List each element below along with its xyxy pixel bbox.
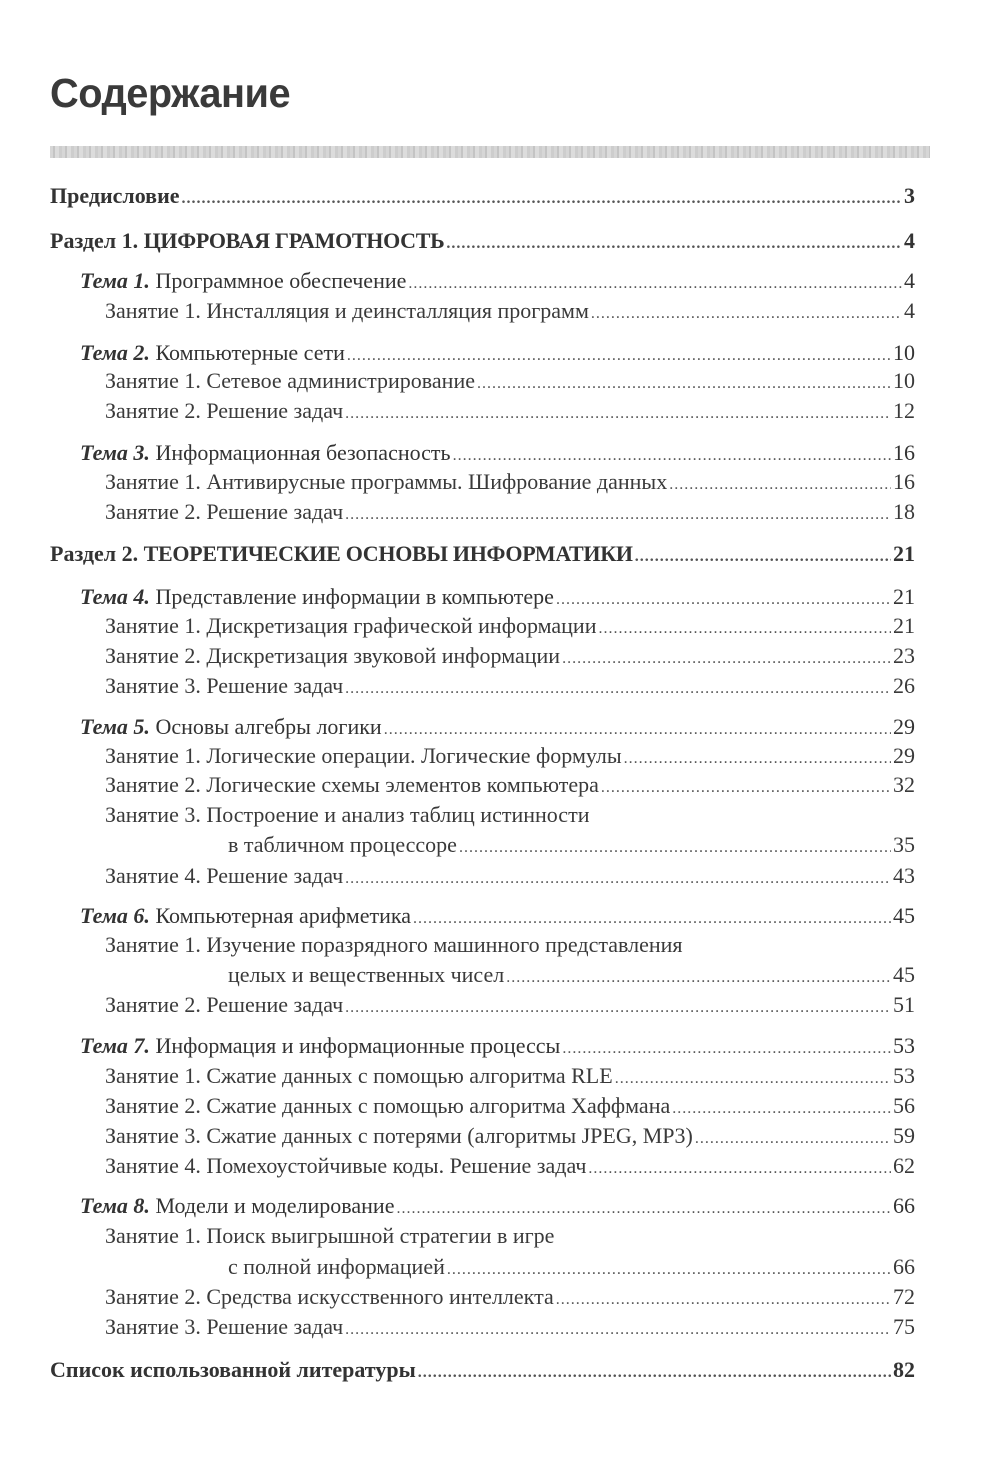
topic-title: Информация и информационные процессы <box>149 1033 561 1058</box>
topic-title: Информационная безопасность <box>149 440 451 465</box>
topic-prefix: Тема 2. <box>80 340 150 365</box>
toc-page-number: 21 <box>893 584 915 609</box>
toc-leader-dots <box>182 184 902 214</box>
toc-leader-dots <box>345 500 891 530</box>
toc-page-number: 51 <box>893 992 915 1017</box>
toc-entry-lesson[interactable] <box>105 611 915 641</box>
topic-prefix: Тема 3. <box>80 440 150 465</box>
toc-entry-lesson[interactable] <box>105 467 915 497</box>
toc-label: Занятие 3. Решение задач <box>105 1314 344 1339</box>
toc-page-number: 29 <box>893 714 915 739</box>
toc-entry-lesson[interactable] <box>228 830 915 860</box>
toc-page-number: 4 <box>904 268 915 293</box>
toc-entry-references[interactable] <box>50 1355 915 1385</box>
toc-leader-dots <box>615 1064 891 1094</box>
topic-prefix: Тема 6. <box>80 903 150 928</box>
toc-entry-lesson[interactable] <box>105 641 915 671</box>
toc-page-number: 18 <box>893 499 915 524</box>
toc-page-number: 72 <box>893 1284 915 1309</box>
toc-leader-dots <box>669 470 891 500</box>
toc-page-number: 21 <box>893 541 915 566</box>
toc-entry-lesson[interactable] <box>105 741 915 771</box>
toc-leader-dots <box>695 1124 891 1154</box>
toc-page-number: 16 <box>893 440 915 465</box>
toc-label: Занятие 2. Решение задач <box>105 499 344 524</box>
toc-label: Предисловие <box>50 183 180 208</box>
toc-page-number: 45 <box>893 962 915 987</box>
toc-entry-preface[interactable] <box>50 181 915 211</box>
toc-page-number: 59 <box>893 1123 915 1148</box>
toc-leader-dots <box>396 1194 891 1224</box>
topic-title: Основы алгебры логики <box>149 714 382 739</box>
title-divider <box>50 146 930 158</box>
toc-page-number: 53 <box>893 1063 915 1088</box>
toc-label: Занятие 2. Сжатие данных с помощью алгоритма Хаффмана <box>105 1093 671 1118</box>
toc-entry-lesson[interactable] <box>105 296 915 326</box>
toc-label: Занятие 4. Помехоустойчивые коды. Решение задач <box>105 1153 587 1178</box>
toc-label: Занятие 2. Решение задач <box>105 992 344 1017</box>
toc-page-number: 3 <box>904 183 915 208</box>
toc-label-line2: в табличном процессоре <box>228 832 457 857</box>
toc-entry-lesson[interactable] <box>105 1061 915 1091</box>
toc-page-number: 4 <box>904 228 915 253</box>
toc-entry-lesson[interactable] <box>105 1151 915 1181</box>
toc-page-number: 43 <box>893 863 915 888</box>
toc-leader-dots <box>446 229 902 259</box>
toc-leader-dots <box>601 773 891 803</box>
toc-label: Занятие 2. Дискретизация звуковой информации <box>105 643 561 668</box>
toc-entry-lesson[interactable] <box>105 1121 915 1151</box>
toc-leader-dots <box>345 864 891 894</box>
toc-label-line1[interactable]: Занятие 1. Поиск выигрышной стратегии в игре <box>105 1223 555 1248</box>
toc-entry-lesson[interactable] <box>228 1252 915 1282</box>
toc-leader-dots <box>418 1358 891 1388</box>
toc-page-number: 26 <box>893 673 915 698</box>
toc-page-number: 21 <box>893 613 915 638</box>
toc-leader-dots <box>459 833 891 863</box>
toc-entry-topic-1[interactable] <box>80 266 915 296</box>
toc-page-number: 12 <box>893 398 915 423</box>
section-prefix: Раздел 2. <box>50 541 144 566</box>
topic-prefix: Тема 5. <box>80 714 150 739</box>
toc-entry-lesson[interactable] <box>105 1282 915 1312</box>
toc-entry-lesson[interactable] <box>105 1091 915 1121</box>
toc-leader-dots <box>588 1154 891 1184</box>
topic-prefix: Тема 1. <box>80 268 150 293</box>
toc-entry-lesson[interactable] <box>105 770 915 800</box>
toc-page-number: 29 <box>893 743 915 768</box>
toc-entry-lesson[interactable] <box>105 1312 915 1342</box>
toc-page-number: 10 <box>893 340 915 365</box>
toc-entry-lesson[interactable] <box>105 861 915 891</box>
section-title: ТЕОРЕТИЧЕСКИЕ ОСНОВЫ ИНФОРМАТИКИ <box>143 541 633 566</box>
topic-title: Программное обеспечение <box>149 268 407 293</box>
toc-label-line2: целых и вещественных чисел <box>228 962 505 987</box>
topic-title: Компьютерная арифметика <box>149 903 411 928</box>
toc-label: Занятие 1. Сетевое администрирование <box>105 368 475 393</box>
toc-leader-dots <box>556 1285 891 1315</box>
toc-leader-dots <box>591 299 902 329</box>
toc-label: Список использованной литературы <box>50 1357 416 1382</box>
toc-leader-dots <box>345 399 891 429</box>
toc-leader-dots <box>635 542 891 572</box>
toc-leader-dots <box>506 963 891 993</box>
toc-leader-dots <box>345 1315 891 1345</box>
toc-leader-dots <box>562 644 891 674</box>
toc-label: Занятие 2. Решение задач <box>105 398 344 423</box>
toc-leader-dots <box>447 1255 891 1285</box>
topic-title: Модели и моделирование <box>149 1193 395 1218</box>
toc-page-number: 66 <box>893 1193 915 1218</box>
toc-leader-dots <box>562 1034 891 1064</box>
toc-entry-topic-4[interactable] <box>80 582 915 612</box>
toc-label: Занятие 2. Логические схемы элементов компьютера <box>105 772 599 797</box>
toc-entry-topic-7[interactable] <box>80 1031 915 1061</box>
toc-page-number: 56 <box>893 1093 915 1118</box>
toc-leader-dots <box>598 614 891 644</box>
toc-entry-lesson[interactable] <box>105 396 915 426</box>
topic-title: Компьютерные сети <box>149 340 345 365</box>
toc-label: Занятие 4. Решение задач <box>105 863 344 888</box>
toc-entry-topic-5[interactable] <box>80 712 915 742</box>
toc-page-number: 16 <box>893 469 915 494</box>
toc-page-number: 32 <box>893 772 915 797</box>
toc-label: Занятие 1. Антивирусные программы. Шифрование данных <box>105 469 668 494</box>
toc-entry-lesson[interactable] <box>105 366 915 396</box>
toc-entry-topic-6[interactable] <box>80 901 915 931</box>
toc-page-number: 53 <box>893 1033 915 1058</box>
toc-label-line1[interactable]: Занятие 3. Построение и анализ таблиц истинности <box>105 802 590 827</box>
toc-label-line1[interactable]: Занятие 1. Изучение поразрядного машинного представления <box>105 932 683 957</box>
toc-page-number: 82 <box>893 1357 915 1382</box>
toc-entry-lesson[interactable] <box>105 671 915 701</box>
topic-title: Представление информации в компьютере <box>149 584 554 609</box>
toc-entry-lesson[interactable] <box>105 497 915 527</box>
section-title: ЦИФРОВАЯ ГРАМОТНОСТЬ <box>143 228 445 253</box>
toc-entry-topic-2[interactable] <box>80 338 915 368</box>
toc-label: Занятие 3. Решение задач <box>105 673 344 698</box>
toc-entry-section-1[interactable] <box>50 226 915 256</box>
toc-entry-topic-3[interactable] <box>80 438 915 468</box>
toc-page-number: 23 <box>893 643 915 668</box>
toc-label: Занятие 1. Логические операции. Логические формулы <box>105 743 622 768</box>
toc-page-number: 62 <box>893 1153 915 1178</box>
toc-label: Занятие 3. Сжатие данных с потерями (алгоритмы JPEG, MP3) <box>105 1123 693 1148</box>
toc-leader-dots <box>345 674 891 704</box>
toc-label: Занятие 1. Дискретизация графической информации <box>105 613 597 638</box>
topic-prefix: Тема 8. <box>80 1193 150 1218</box>
toc-page-number: 45 <box>893 903 915 928</box>
toc-entry-lesson[interactable] <box>105 990 915 1020</box>
page-title: Содержание <box>50 70 291 116</box>
toc-entry-lesson[interactable] <box>228 960 915 990</box>
toc-entry-section-2[interactable] <box>50 539 915 569</box>
toc-page-number: 66 <box>893 1254 915 1279</box>
toc-leader-dots <box>345 993 891 1023</box>
toc-page-number: 75 <box>893 1314 915 1339</box>
toc-label: Занятие 1. Инсталляция и деинсталляция программ <box>105 298 589 323</box>
toc-label-line2: с полной информацией <box>228 1254 445 1279</box>
toc-leader-dots <box>408 269 902 299</box>
topic-prefix: Тема 4. <box>80 584 150 609</box>
toc-label: Занятие 1. Сжатие данных с помощью алгоритма RLE <box>105 1063 613 1088</box>
toc-page-number: 10 <box>893 368 915 393</box>
topic-prefix: Тема 7. <box>80 1033 150 1058</box>
toc-entry-topic-8[interactable] <box>80 1191 915 1221</box>
toc-page-number: 35 <box>893 832 915 857</box>
toc-page-number: 4 <box>904 298 915 323</box>
toc-leader-dots <box>672 1094 891 1124</box>
toc-label: Занятие 2. Средства искусственного интеллекта <box>105 1284 554 1309</box>
section-prefix: Раздел 1. <box>50 228 144 253</box>
toc-leader-dots <box>477 369 891 399</box>
